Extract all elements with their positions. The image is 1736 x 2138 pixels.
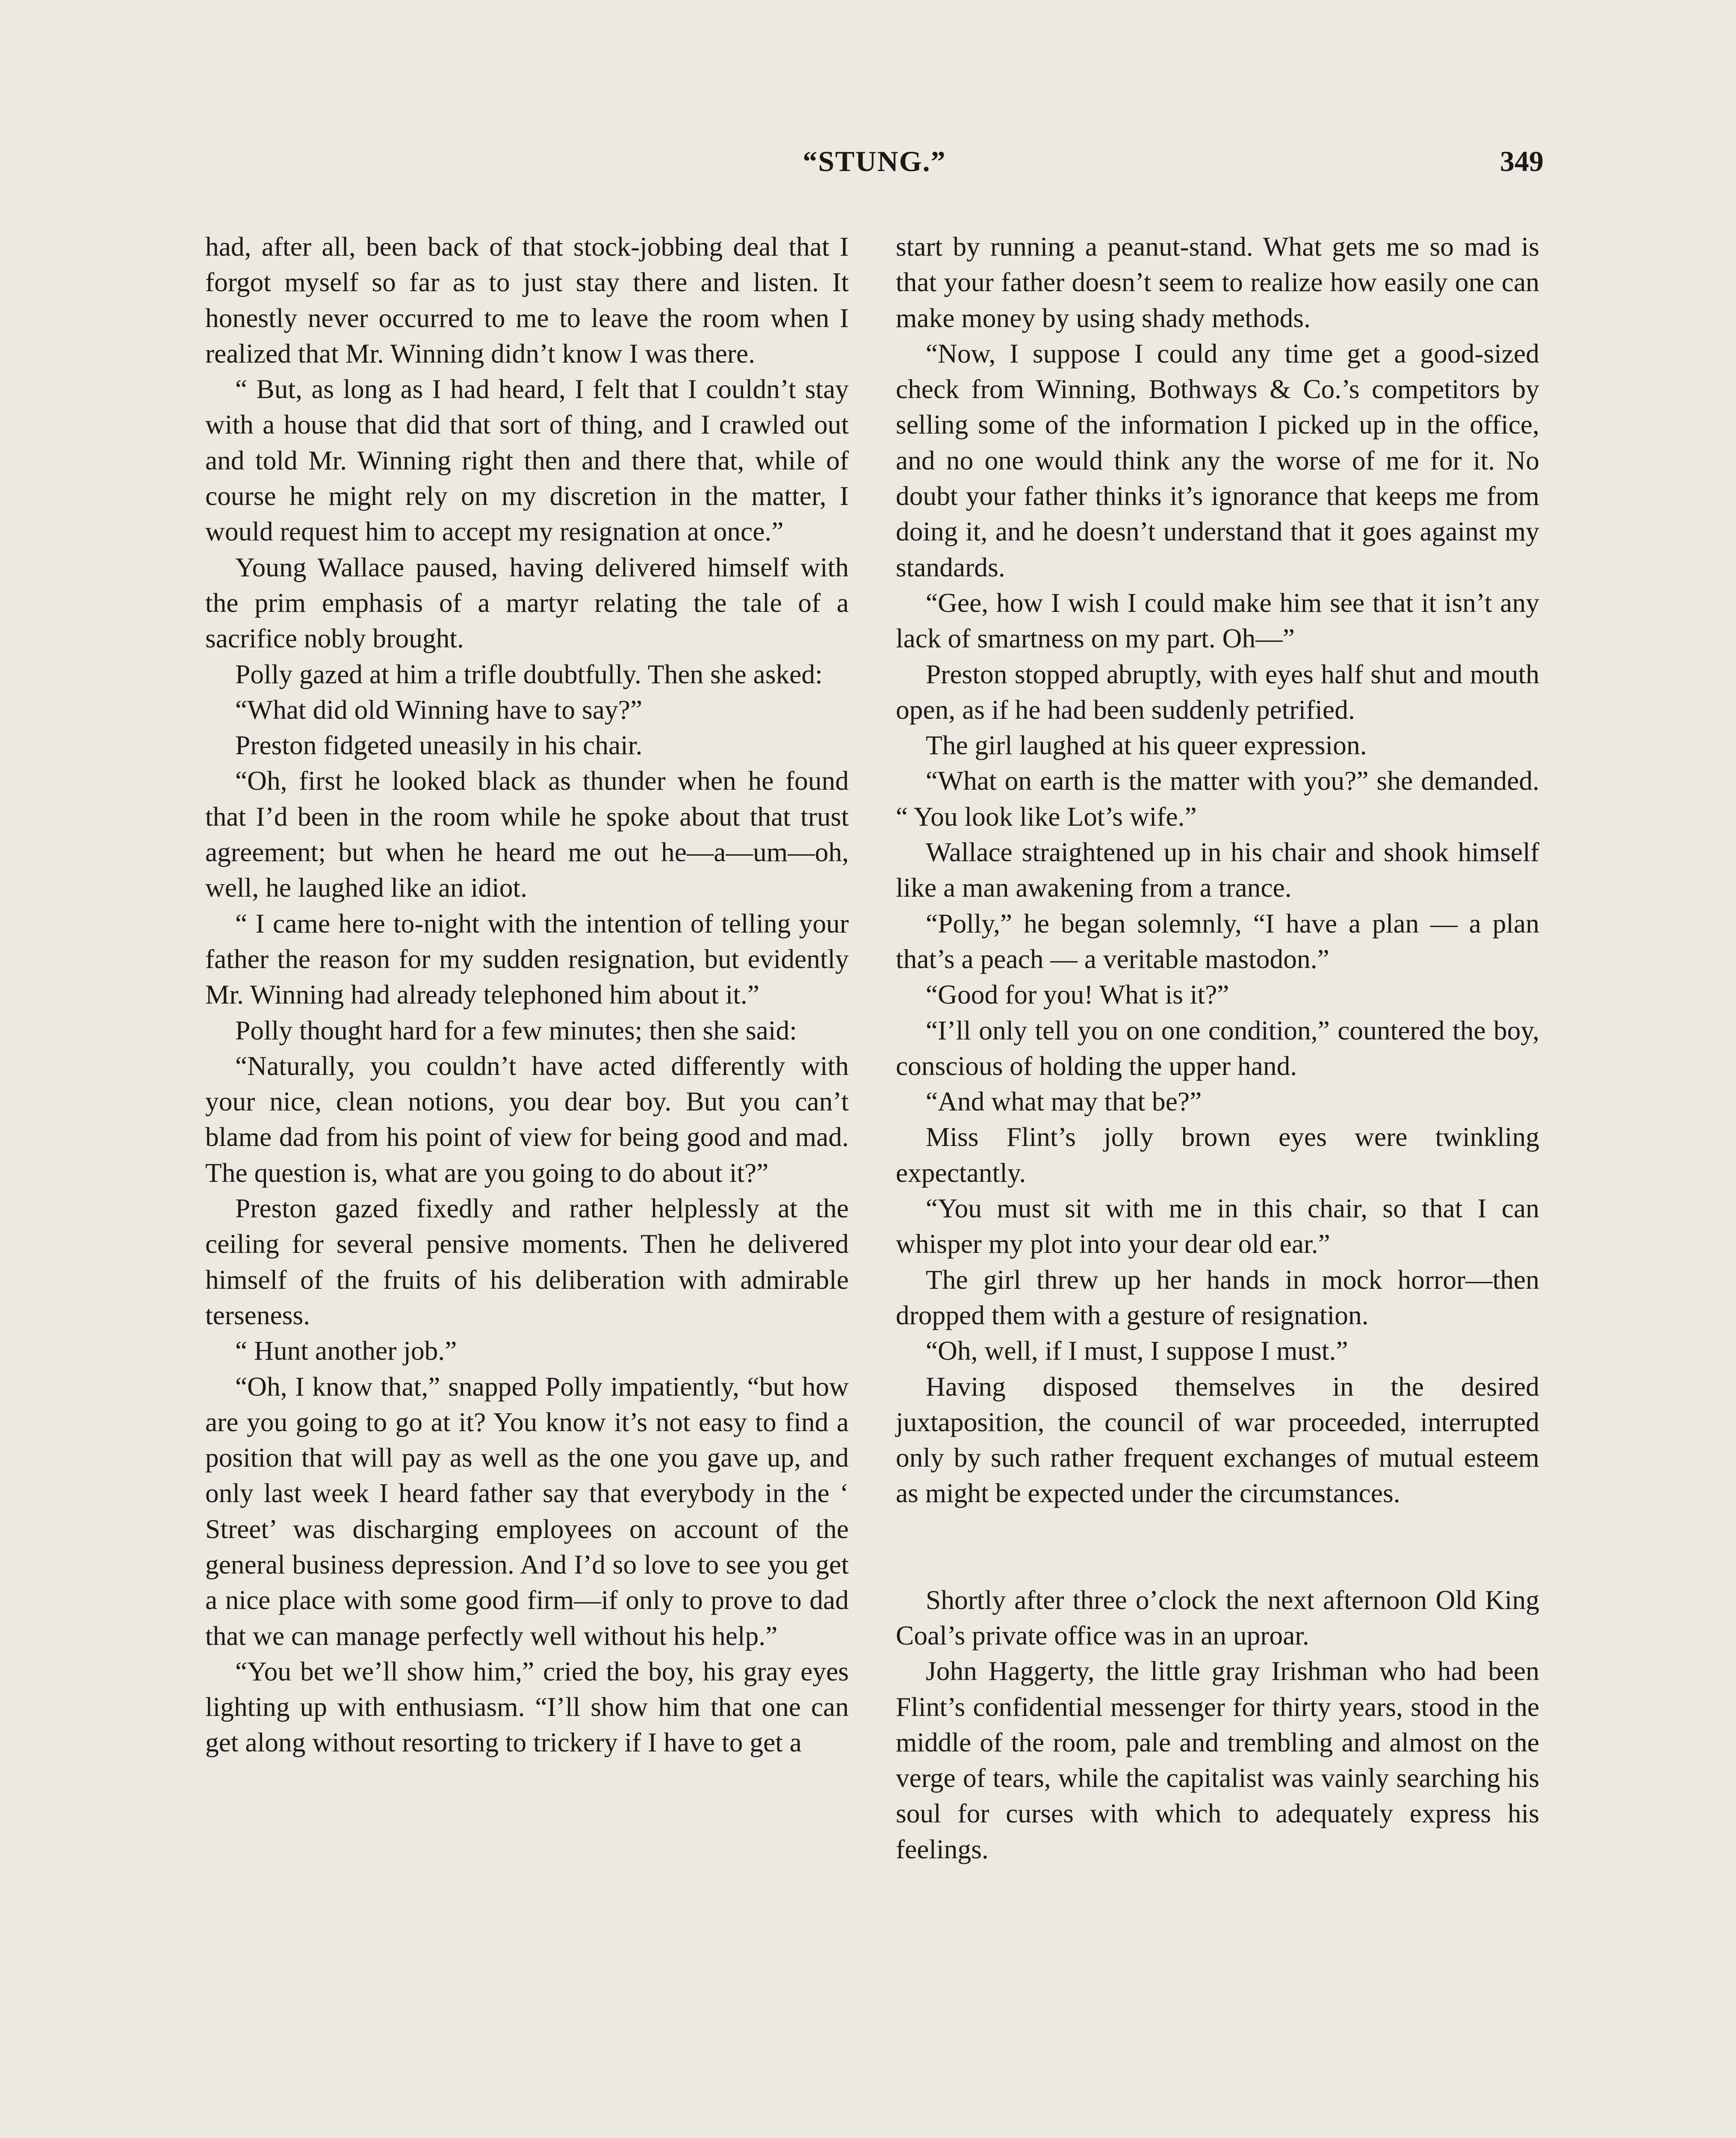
left-column — [205, 229, 849, 1760]
paragraph: start by running a peanut-stand. What gets me so mad is that your father doesn’t seem to realize how easily one can make money by using shady methods. — [896, 231, 1539, 333]
paragraph: Polly thought hard for a few minutes; then she said: — [235, 1015, 797, 1045]
paragraph: The girl threw up her hands in mock horror—then dropped them with a gesture of resignation. — [896, 1264, 1539, 1330]
paragraph: “You bet we’ll show him,” cried the boy, his gray eyes lighting up with enthusiasm. “I’ll show him that one can get along without resorting to trickery if I have to get a — [205, 1656, 849, 1758]
paragraph: John Haggerty, the little gray Irishman who had been Flint’s confidential messenger for thirty years, stood in the middle of the room, pale and trembling and almost on the verge of tears, while the capitalist was vainly searching his soul for curses with which to adequately express his feelings. — [896, 1656, 1539, 1864]
running-head: “STUNG.” — [803, 145, 946, 177]
paragraph: “What did old Winning have to say?” — [235, 694, 643, 725]
paragraph: Wallace straightened up in his chair and shook himself like a man awakening from a trance. — [896, 837, 1539, 903]
paragraph: Young Wallace paused, having delivered himself with the prim emphasis of a martyr relating the tale of a sacrifice nobly brought. — [205, 552, 849, 654]
paragraph: had, after all, been back of that stock-jobbing deal that I forgot myself so far as to just stay there and listen. It honestly never occurred to me to leave the room when I realized that Mr. Winning didn’t know I was there. — [205, 231, 849, 369]
paragraph: “I’ll only tell you on one condition,” countered the boy, conscious of holding the upper hand. — [896, 1015, 1539, 1081]
paragraph: “ Hunt another job.” — [235, 1335, 457, 1366]
paragraph: “Oh, well, if I must, I suppose I must.” — [926, 1335, 1348, 1366]
page-number: 349 — [1500, 145, 1544, 177]
paragraph: “What on earth is the matter with you?” she demanded. “ You look like Lot’s wife.” — [896, 765, 1539, 832]
paragraph: “Now, I suppose I could any time get a good-sized check from Winning, Bothways & Co.’s competitors by selling some of the information I picked up in the office, and no one would think any the worse of me for it. No doubt your father thinks it’s ignorance that keeps me from doing it, and he doesn’t understand that it goes against my standards. — [896, 338, 1539, 582]
paragraph: “Oh, I know that,” snapped Polly impatiently, “but how are you going to go at it? You know it’s not easy to find a position that will pay as well as the one you gave up, and only last week I heard father say that everybody in the ‘ Street’ was discharging employees on account of the general business depression. And I’d so love to see you get a nice place with some good firm—if only to prove to dad that we can manage perfectly well without his help.” — [205, 1371, 849, 1651]
paragraph: “Gee, how I wish I could make him see that it isn’t any lack of smartness on my part. Oh—” — [896, 587, 1539, 654]
paragraph: The girl laughed at his queer expression. — [926, 730, 1367, 761]
paragraph: “And what may that be?” — [926, 1086, 1202, 1117]
paragraph: Preston fidgeted uneasily in his chair. — [235, 730, 643, 761]
paragraph: Polly gazed at him a trifle doubtfully. Then she asked: — [235, 659, 823, 689]
right-column — [896, 229, 1539, 1867]
paragraph: “You must sit with me in this chair, so that I can whisper my plot into your dear old ear.” — [896, 1193, 1539, 1259]
page-header — [205, 138, 1544, 185]
paragraph: Preston stopped abruptly, with eyes half shut and mouth open, as if he had been suddenly petrified. — [896, 659, 1539, 725]
paragraph: Preston gazed fixedly and rather helplessly at the ceiling for several pensive moments. Then he delivered himself of the fruits of his deliberation with admirable terseness. — [205, 1193, 849, 1330]
paragraph: “Naturally, you couldn’t have acted differently with your nice, clean notions, you dear boy. But you can’t blame dad from his point of view for being good and mad. The question is, what are you going to do about it?” — [205, 1050, 849, 1188]
paragraph: Shortly after three o’clock the next afternoon Old King Coal’s private office was in an uproar. — [896, 1584, 1539, 1651]
paragraph: “ I came here to-night with the intention of telling your father the reason for my sudden resignation, but evidently Mr. Winning had already telephoned him about it.” — [205, 908, 849, 1010]
paragraph: “ But, as long as I had heard, I felt that I couldn’t stay with a house that did that sort of thing, and I crawled out and told Mr. Winning right then and there that, while of course he might rely on my discretion in the matter, I would request him to accept my resignation at once.” — [205, 374, 849, 547]
paragraph: Miss Flint’s jolly brown eyes were twinkling expectantly. — [896, 1122, 1539, 1188]
paragraph: “Oh, first he looked black as thunder when he found that I’d been in the room while he spoke about that trust agreement; but when he heard me out he—a—um—oh, well, he laughed like an idiot. — [205, 765, 849, 903]
paragraph: Having disposed themselves in the desired juxtaposition, the council of war proceeded, interrupted only by such rather frequent exchanges of mutual esteem as might be expected under the circumstances. — [896, 1371, 1539, 1509]
paragraph: “Good for you! What is it?” — [926, 979, 1229, 1010]
paragraph: “Polly,” he began solemnly, “I have a plan — a plan that’s a peach — a veritable mastodon.” — [896, 908, 1539, 974]
